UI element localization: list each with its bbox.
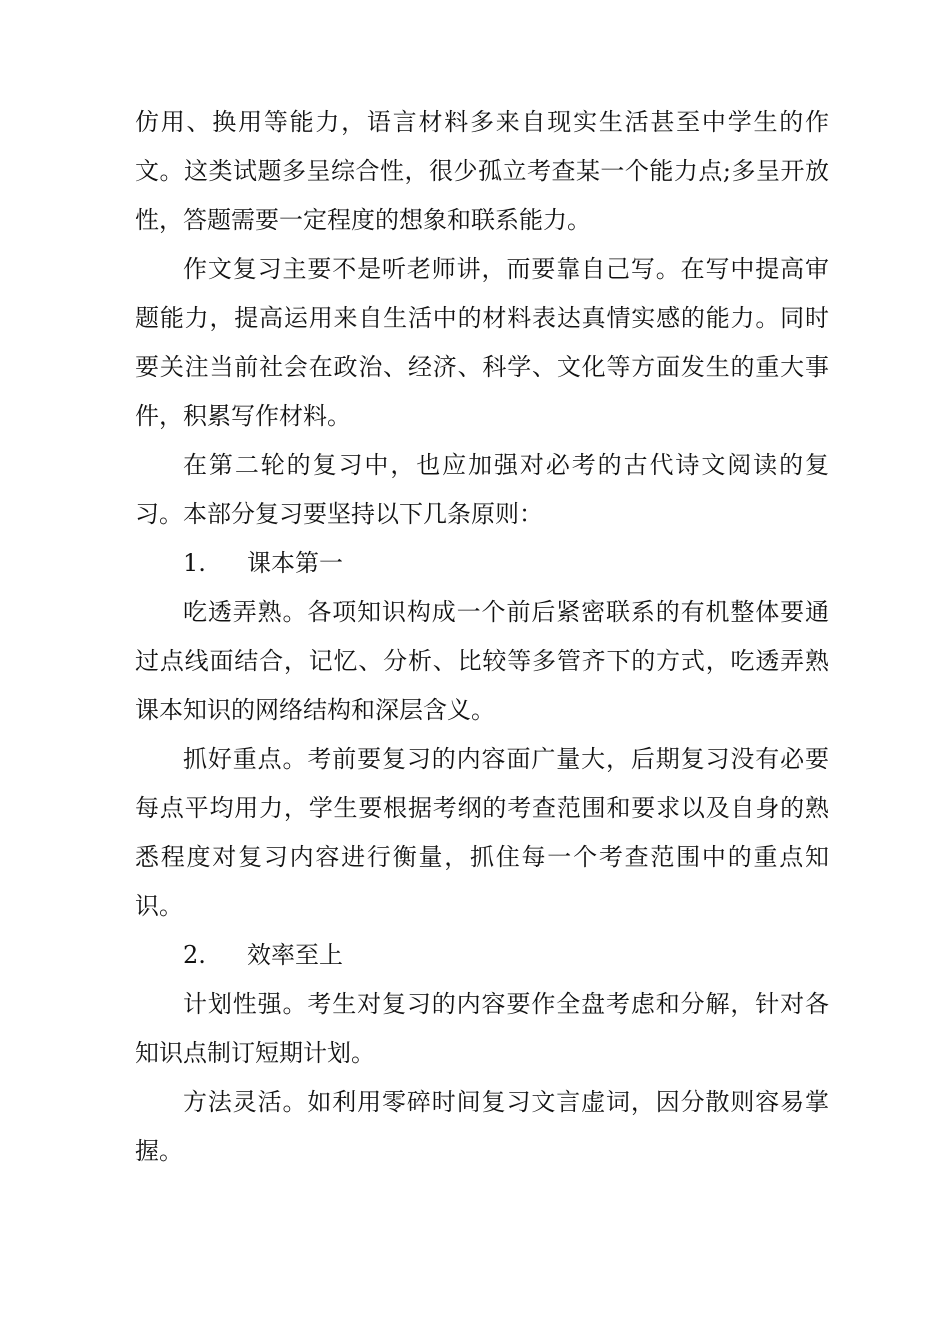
- list-item-textbook-first: [135, 539, 829, 588]
- list-title: 课本第一: [247, 549, 343, 577]
- list-number: 2.: [183, 941, 206, 969]
- document-body: [135, 98, 829, 1176]
- paragraph-classical-poetry-review: 在第二轮的复习中，也应加强对必考的古代诗文阅读的复习。本部分复习要坚持以下几条原则：: [135, 451, 829, 528]
- list-number: 1.: [183, 549, 206, 577]
- paragraph-flexible-methods: 方法灵活。如利用零碎时间复习文言虚词，因分散则容易掌握。: [135, 1088, 829, 1165]
- paragraph-key-points: 抓好重点。考前要复习的内容面广量大，后期复习没有必要每点平均用力，学生要根据考纲的考查范围和要求以及自身的熟悉程度对复习内容进行衡量，抓住每一个考查范围中的重点知识。: [135, 745, 829, 920]
- paragraph-planning: 计划性强。考生对复习的内容要作全盘考虑和分解，针对各知识点制订短期计划。: [135, 990, 829, 1067]
- list-title: 效率至上: [247, 941, 343, 969]
- paragraph-master-thoroughly: 吃透弄熟。各项知识构成一个前后紧密联系的有机整体要通过点线面结合，记忆、分析、比较等多管齐下的方式，吃透弄熟课本知识的网络结构和深层含义。: [135, 598, 829, 724]
- list-item-efficiency-first: [135, 931, 829, 980]
- paragraph-language-materials: 仿用、换用等能力，语言材料多来自现实生活甚至中学生的作文。这类试题多呈综合性，很少孤立考查某一个能力点;多呈开放性，答题需要一定程度的想象和联系能力。: [135, 108, 829, 234]
- paragraph-writing-review: 作文复习主要不是听老师讲，而要靠自己写。在写中提高审题能力，提高运用来自生活中的材料表达真情实感的能力。同时要关注当前社会在政治、经济、科学、文化等方面发生的重大事件，积累写作材料。: [135, 255, 829, 430]
